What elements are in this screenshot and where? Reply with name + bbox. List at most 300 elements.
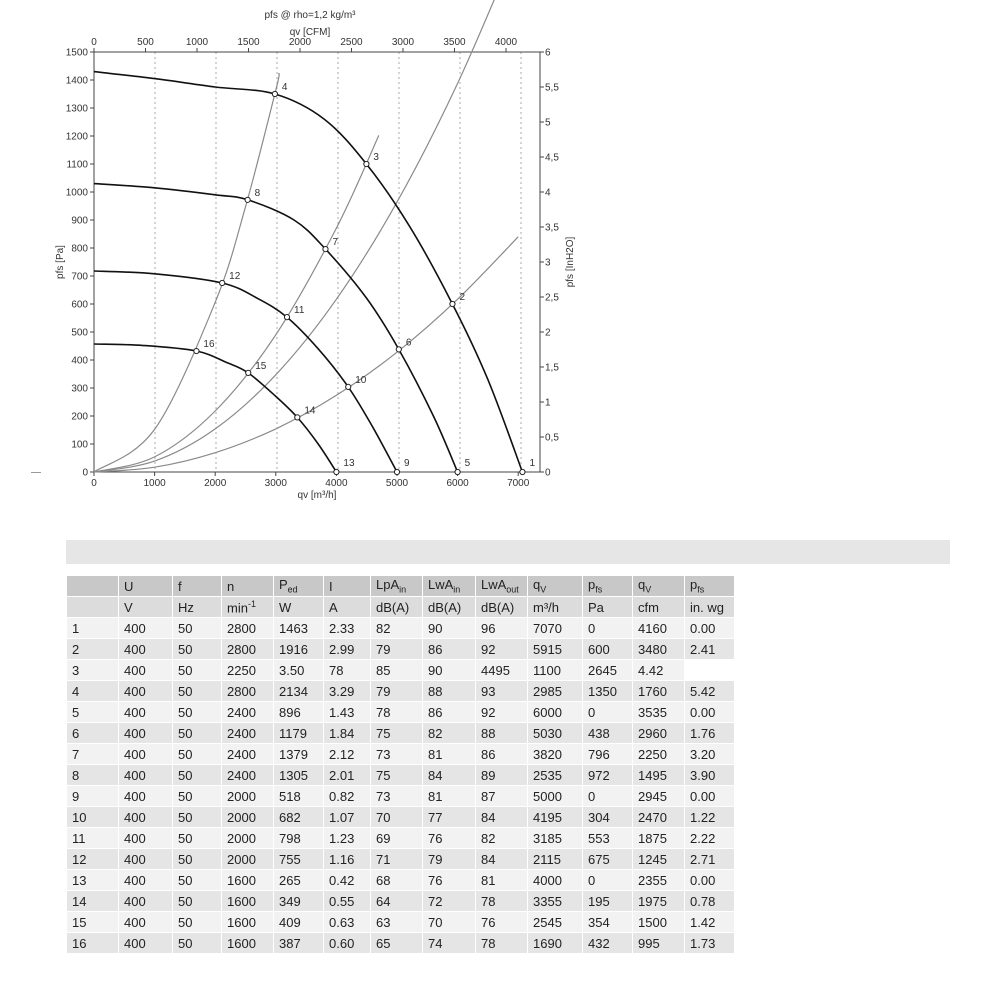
table-cell: 0.00 [685, 618, 734, 638]
table-cell: 69 [371, 828, 422, 848]
right-tick-label: 4,5 [545, 152, 559, 164]
operating-point-label: 6 [405, 337, 412, 349]
table-row [67, 639, 734, 659]
operating-point-marker [334, 469, 339, 474]
table-cell: 265 [274, 870, 323, 890]
table-cell [67, 576, 118, 596]
operating-point-marker [346, 384, 351, 389]
table-cell: 400 [119, 891, 172, 911]
table-cell: dB(A) [371, 597, 422, 617]
table-cell: in. wg [685, 597, 734, 617]
table-cell: 50 [173, 702, 221, 722]
table-row [67, 702, 734, 722]
table-cell: 400 [119, 786, 172, 806]
table-cell: 3185 [528, 828, 582, 848]
table-cell: 304 [583, 807, 632, 827]
top-tick-label: 0 [91, 37, 97, 48]
table-cell: 75 [371, 765, 422, 785]
table-cell: 400 [119, 912, 172, 932]
table-cell: 93 [476, 681, 527, 701]
table-caption-band [66, 540, 950, 564]
table-cell: 1179 [274, 723, 323, 743]
table-cell: $p_{fs}$ [685, 576, 734, 596]
table-cell: 82 [423, 723, 475, 743]
table-cell: 50 [173, 786, 221, 806]
table-cell: 2960 [633, 723, 684, 743]
table-cell: 2000 [222, 849, 273, 869]
table-cell: 1305 [274, 765, 323, 785]
y-tick-label: 300 [71, 383, 88, 395]
table-cell: 3820 [528, 744, 582, 764]
table-row [67, 891, 734, 911]
table-cell: 87 [476, 786, 527, 806]
top-tick-label: 2000 [288, 37, 312, 48]
chart-operating-points [194, 82, 536, 475]
table-cell: 3 [67, 660, 118, 680]
table-cell: 1.76 [685, 723, 734, 743]
table-cell: 84 [476, 849, 527, 869]
table-cell: 6 [67, 723, 118, 743]
performance-table-body [67, 576, 734, 953]
table-cell: 2250 [222, 660, 273, 680]
table-cell: 2985 [528, 681, 582, 701]
table-cell: 2000 [222, 786, 273, 806]
table-cell: 2400 [222, 744, 273, 764]
table-cell: dB(A) [423, 597, 475, 617]
table-cell: 0 [583, 702, 632, 722]
table-cell: 5 [67, 702, 118, 722]
table-cell: 50 [173, 723, 221, 743]
right-tick-label: 6 [545, 47, 551, 59]
table-cell: 50 [173, 891, 221, 911]
table-cell: 82 [476, 828, 527, 848]
table-cell: I [324, 576, 370, 596]
operating-point-marker [194, 348, 199, 353]
top-tick-label: 3500 [443, 37, 466, 48]
y-tick-label: 700 [71, 271, 88, 283]
table-cell: 96 [476, 618, 527, 638]
table-cell: 5030 [528, 723, 582, 743]
table-cell: 84 [476, 807, 527, 827]
table-cell: 409 [274, 912, 323, 932]
table-row [67, 933, 734, 953]
table-cell: 1.42 [685, 912, 734, 932]
table-cell: 400 [119, 681, 172, 701]
table-cell: 2800 [222, 618, 273, 638]
table-cell: 1600 [222, 933, 273, 953]
table-cell: A [324, 597, 370, 617]
table-cell: 1100 [528, 660, 582, 680]
table-cell: 50 [173, 681, 221, 701]
table-cell: 0.82 [324, 786, 370, 806]
table-cell: 675 [583, 849, 632, 869]
table-cell: 12 [67, 849, 118, 869]
table-cell: 50 [173, 618, 221, 638]
table-cell: 78 [371, 702, 422, 722]
table-cell: 84 [423, 765, 475, 785]
table-row [67, 807, 734, 827]
table-cell: 15 [67, 912, 118, 932]
table-cell: 14 [67, 891, 118, 911]
table-cell: 1.84 [324, 723, 370, 743]
x-tick-label: 5000 [385, 478, 409, 489]
table-cell: 1690 [528, 933, 582, 953]
table-cell: 4 [67, 681, 118, 701]
top-tick-label: 500 [137, 37, 154, 48]
table-cell: 70 [371, 807, 422, 827]
table-cell: 2 [67, 639, 118, 659]
table-row [67, 786, 734, 806]
table-cell: 8 [67, 765, 118, 785]
table-cell: 4495 [476, 660, 527, 680]
table-cell: 63 [371, 912, 422, 932]
top-tick-label: 1500 [237, 37, 260, 48]
table-cell: 1379 [274, 744, 323, 764]
table-cell: 2.12 [324, 744, 370, 764]
table-cell: 73 [371, 744, 422, 764]
right-tick-label: 1 [545, 397, 551, 409]
y-tick-label: 600 [71, 299, 88, 311]
table-cell: 2.01 [324, 765, 370, 785]
table-cell: 4.42 [633, 660, 684, 680]
operating-point-marker [295, 415, 300, 420]
table-cell: 4195 [528, 807, 582, 827]
table-cell: 2470 [633, 807, 684, 827]
y-tick-label: 1100 [66, 159, 88, 171]
table-cell: 9 [67, 786, 118, 806]
y-tick-label: 0 [82, 467, 88, 479]
table-cell: 349 [274, 891, 323, 911]
table-row [67, 723, 734, 743]
y-tick-label: 500 [71, 327, 88, 339]
table-row [67, 870, 734, 890]
right-tick-label: 5,5 [545, 82, 559, 94]
table-cell: 2400 [222, 765, 273, 785]
table-cell: 4000 [528, 870, 582, 890]
y-tick-label: 400 [71, 355, 88, 367]
table-cell: 71 [371, 849, 422, 869]
right-axis-label: pfs [InH2O] [565, 236, 576, 288]
table-cell: 3.29 [324, 681, 370, 701]
table-cell: 1975 [633, 891, 684, 911]
operating-point-label: 2 [459, 292, 466, 303]
table-cell: 50 [173, 912, 221, 932]
x-tick-label: 1000 [143, 478, 166, 489]
left-margin-mark [31, 472, 41, 473]
table-row [67, 828, 734, 848]
table-cell: 195 [583, 891, 632, 911]
table-cell: $q_V$ [528, 576, 582, 596]
table-cell: 88 [476, 723, 527, 743]
table-cell: 82 [371, 618, 422, 638]
top-tick-label: 2500 [340, 37, 363, 48]
table-cell: 0.78 [685, 891, 734, 911]
table-cell: 0.42 [324, 870, 370, 890]
table-cell: 0.00 [685, 870, 734, 890]
table-cell: 2400 [222, 723, 273, 743]
table-cell: 1495 [633, 765, 684, 785]
right-tick-label: 2,5 [545, 292, 559, 304]
table-row [67, 681, 734, 701]
table-cell: 50 [173, 807, 221, 827]
x-tick-label: 2000 [204, 478, 227, 489]
table-cell: 88 [423, 681, 475, 701]
table-cell: 2545 [528, 912, 582, 932]
table-cell: 682 [274, 807, 323, 827]
table-cell [67, 597, 118, 617]
table-cell: 3480 [633, 639, 684, 659]
operating-point-label: 11 [294, 305, 305, 317]
table-cell: 2.41 [685, 639, 734, 659]
table-cell: 76 [423, 870, 475, 890]
chart-title: pfs @ rho=1,2 kg/m³ [264, 10, 356, 21]
operating-point-marker [364, 161, 369, 166]
table-cell: 972 [583, 765, 632, 785]
table-cell: 78 [476, 933, 527, 953]
y-tick-label: 900 [71, 215, 88, 227]
table-cell: $\min^{-1}$ [222, 597, 273, 617]
table-cell: 50 [173, 660, 221, 680]
table-cell: 7070 [528, 618, 582, 638]
table-cell: 5000 [528, 786, 582, 806]
table-cell: 3.20 [685, 744, 734, 764]
table-cell: 81 [476, 870, 527, 890]
table-cell: 11 [67, 828, 118, 848]
operating-point-label: 1 [529, 458, 536, 469]
table-cell: 2945 [633, 786, 684, 806]
table-units-row [67, 597, 734, 617]
table-cell: 1463 [274, 618, 323, 638]
operating-point-marker [272, 91, 277, 96]
operating-point-label: 3 [373, 152, 379, 163]
table-cell: 74 [423, 933, 475, 953]
chart-curves [94, 0, 522, 472]
table-cell: 1760 [633, 681, 684, 701]
table-cell: 0.60 [324, 933, 370, 953]
x-axis-label: qv [m³/h] [297, 490, 337, 501]
table-cell: 6000 [528, 702, 582, 722]
table-cell: 2800 [222, 639, 273, 659]
table-cell: n [222, 576, 273, 596]
performance-table [66, 575, 735, 954]
table-cell: 85 [371, 660, 422, 680]
x-tick-label: 4000 [325, 478, 348, 489]
table-cell: 3.90 [685, 765, 734, 785]
table-cell: 68 [371, 870, 422, 890]
table-cell: 432 [583, 933, 632, 953]
y-tick-label: 800 [71, 243, 88, 255]
table-cell: 0.55 [324, 891, 370, 911]
table-cell: 1 [67, 618, 118, 638]
table-cell: 73 [371, 786, 422, 806]
table-cell: 755 [274, 849, 323, 869]
right-tick-label: 5 [545, 117, 551, 129]
table-cell: 81 [423, 744, 475, 764]
table-cell: 7 [67, 744, 118, 764]
table-cell: 50 [173, 765, 221, 785]
operating-point-label: 4 [281, 82, 288, 93]
table-row [67, 765, 734, 785]
table-cell: 1916 [274, 639, 323, 659]
table-cell: 400 [119, 744, 172, 764]
table-cell: $p_{fs}$ [583, 576, 632, 596]
table-cell: 50 [173, 744, 221, 764]
table-cell: 2.99 [324, 639, 370, 659]
table-cell: U [119, 576, 172, 596]
y-tick-label: 1000 [65, 187, 88, 199]
operating-point-marker [520, 469, 525, 474]
operating-point-label: 5 [464, 458, 471, 469]
operating-point-label: 13 [343, 458, 355, 469]
table-cell: 92 [476, 702, 527, 722]
table-cell: V [119, 597, 172, 617]
top-tick-label: 3000 [391, 37, 415, 48]
x-tick-label: 3000 [264, 478, 287, 489]
table-cell: LwA$_{out}$ [476, 576, 527, 596]
x-tick-label: 0 [91, 478, 97, 489]
operating-point-label: 14 [304, 405, 316, 417]
table-cell: 2.71 [685, 849, 734, 869]
operating-point-label: 10 [355, 374, 367, 386]
table-cell: $P_{ed}$ [274, 576, 323, 596]
table-cell: 1.73 [685, 933, 734, 953]
table-cell: 400 [119, 870, 172, 890]
table-cell: 1.43 [324, 702, 370, 722]
table-cell: 0 [583, 870, 632, 890]
table-cell: 2355 [633, 870, 684, 890]
table-cell: 2.33 [324, 618, 370, 638]
table-cell: 2250 [633, 744, 684, 764]
table-cell: 90 [423, 618, 475, 638]
table-cell: $q_V$ [633, 576, 684, 596]
table-cell: m³/h [528, 597, 582, 617]
table-cell: 1600 [222, 891, 273, 911]
right-tick-label: 3,5 [545, 222, 559, 234]
table-cell: 13 [67, 870, 118, 890]
right-tick-label: 1,5 [545, 362, 559, 374]
table-cell: 553 [583, 828, 632, 848]
table-cell: 1.16 [324, 849, 370, 869]
table-cell: 3535 [633, 702, 684, 722]
table-cell: 79 [371, 639, 422, 659]
chart-axes [66, 37, 560, 489]
table-cell: 0.00 [685, 786, 734, 806]
right-tick-label: 2 [545, 327, 551, 339]
table-cell: 4160 [633, 618, 684, 638]
table-cell: LpA$_{in}$ [371, 576, 422, 596]
table-cell: 70 [423, 912, 475, 932]
table-cell: 600 [583, 639, 632, 659]
table-cell: 896 [274, 702, 323, 722]
table-cell: 90 [423, 660, 475, 680]
table-cell: 400 [119, 807, 172, 827]
table-cell: 72 [423, 891, 475, 911]
right-tick-label: 0,5 [545, 432, 559, 444]
right-tick-label: 0 [545, 467, 551, 479]
table-cell: 2535 [528, 765, 582, 785]
table-cell: W [274, 597, 323, 617]
table-cell: cfm [633, 597, 684, 617]
top-tick-label: 1000 [185, 37, 209, 48]
table-cell: 438 [583, 723, 632, 743]
y-tick-label: 1300 [65, 103, 88, 115]
table-cell: 400 [119, 765, 172, 785]
table-cell: 400 [119, 702, 172, 722]
system-curve [94, 0, 518, 472]
operating-point-marker [246, 370, 251, 375]
top-tick-label: 4000 [494, 37, 518, 48]
table-cell: 2115 [528, 849, 582, 869]
y-tick-label: 1500 [65, 47, 88, 59]
table-cell: 3355 [528, 891, 582, 911]
table-cell: 400 [119, 933, 172, 953]
table-cell: 10 [67, 807, 118, 827]
table-cell: 400 [119, 639, 172, 659]
table-cell: 400 [119, 723, 172, 743]
table-cell: 995 [633, 933, 684, 953]
table-cell: 0 [583, 618, 632, 638]
table-cell: 16 [67, 933, 118, 953]
table-cell: 1350 [583, 681, 632, 701]
table-cell: 78 [476, 891, 527, 911]
operating-point-label: 7 [332, 237, 339, 249]
table-cell: 1.23 [324, 828, 370, 848]
table-cell: 1245 [633, 849, 684, 869]
table-cell: 81 [423, 786, 475, 806]
table-row [67, 744, 734, 764]
table-cell: 75 [371, 723, 422, 743]
operating-point-marker [323, 247, 328, 252]
y-tick-label: 200 [71, 411, 88, 423]
table-cell: 76 [423, 828, 475, 848]
y-axis-label: pfs [Pa] [55, 245, 66, 279]
table-cell: 1875 [633, 828, 684, 848]
table-cell: 354 [583, 912, 632, 932]
table-cell: 1600 [222, 912, 273, 932]
table-cell: 2000 [222, 828, 273, 848]
table-cell: 796 [583, 744, 632, 764]
table-cell: 0.00 [685, 702, 734, 722]
right-tick-label: 3 [545, 257, 551, 269]
right-tick-label: 4 [545, 187, 551, 199]
table-cell: 50 [173, 828, 221, 848]
table-cell: 78 [324, 660, 370, 680]
top-axis-label: qv [CFM] [289, 27, 331, 38]
table-cell: f [173, 576, 221, 596]
table-cell: 50 [173, 639, 221, 659]
table-cell: 1.07 [324, 807, 370, 827]
operating-point-label: 8 [254, 187, 261, 199]
table-cell: 1600 [222, 870, 273, 890]
table-cell: 1.22 [685, 807, 734, 827]
plot-frame [94, 52, 540, 472]
y-tick-label: 100 [71, 439, 88, 451]
operating-point-marker [455, 469, 460, 474]
table-cell: 400 [119, 660, 172, 680]
table-cell: 2.22 [685, 828, 734, 848]
table-cell: 387 [274, 933, 323, 953]
table-row [67, 660, 734, 680]
system-curve [94, 237, 518, 472]
x-tick-label: 7000 [507, 478, 530, 489]
operating-point-marker [396, 347, 401, 352]
table-cell: 400 [119, 618, 172, 638]
table-cell: 1500 [633, 912, 684, 932]
table-cell: 89 [476, 765, 527, 785]
table-cell: 3.50 [274, 660, 323, 680]
table-cell: 86 [423, 702, 475, 722]
table-cell: 50 [173, 849, 221, 869]
